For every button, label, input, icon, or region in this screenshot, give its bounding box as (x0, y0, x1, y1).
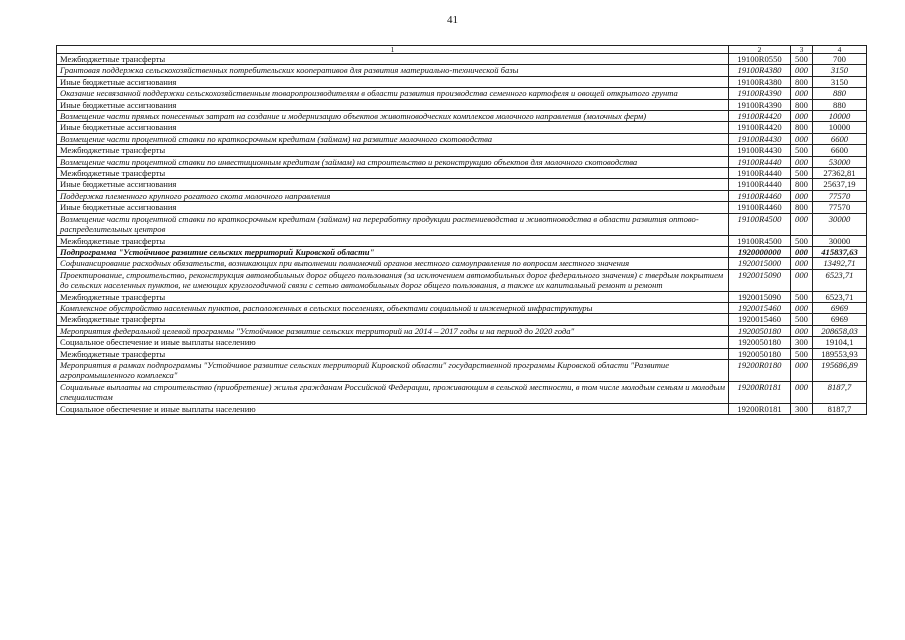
row-code-cell: 19100R4460 (729, 190, 791, 201)
row-code-cell: 19100R4440 (729, 156, 791, 167)
row-expense-type-cell: 000 (791, 190, 813, 201)
table-row (57, 359, 867, 381)
column-number-2: 2 (729, 46, 791, 54)
row-sum-cell: 19104,1 (813, 337, 867, 348)
row-expense-type-cell: 000 (791, 213, 813, 235)
row-code-cell: 19200R0181 (729, 381, 791, 403)
table-row (57, 337, 867, 348)
row-code-cell: 19100R0550 (729, 54, 791, 65)
row-name-cell: Возмещение части процентной ставки по инвестиционным кредитам (займам) на строительство и реконструкцию объектов для молочного скотоводства (57, 156, 729, 167)
row-code-cell: 19100R4440 (729, 179, 791, 190)
row-code-cell: 1920015090 (729, 291, 791, 302)
table-row (57, 213, 867, 235)
row-expense-type-cell: 500 (791, 314, 813, 325)
row-expense-type-cell: 000 (791, 88, 813, 99)
row-name-cell: Поддержка племенного крупного рогатого скота молочного направления (57, 190, 729, 201)
row-code-cell: 19100R4380 (729, 65, 791, 76)
row-code-cell: 1920050180 (729, 348, 791, 359)
row-name-cell: Иные бюджетные ассигнования (57, 76, 729, 87)
row-sum-cell: 30000 (813, 213, 867, 235)
row-name-cell: Межбюджетные трансферты (57, 54, 729, 65)
row-expense-type-cell: 800 (791, 179, 813, 190)
row-code-cell: 19100R4420 (729, 122, 791, 133)
row-name-cell: Возмещение части процентной ставки по краткосрочным кредитам (займам) на переработку продукции растениеводства и животноводства в области развития оптово-распределительных центров (57, 213, 729, 235)
row-code-cell: 19100R4430 (729, 145, 791, 156)
row-name-cell: Мероприятия в рамках подпрограммы "Устойчивое развитие сельских территорий Кировской области" государственной программы Кировской области "Развитие агропромышленного комплекса" (57, 359, 729, 381)
row-name-cell: Социальные выплаты на строительство (приобретение) жилья гражданам Российской Федерации, проживающим в сельской местности, в том числе молодым семьям и молодым специалистам (57, 381, 729, 403)
row-name-cell: Межбюджетные трансферты (57, 348, 729, 359)
row-name-cell: Межбюджетные трансферты (57, 168, 729, 179)
row-name-cell: Софинансирование расходных обязательств, возникающих при выполнении полномочий органов местного самоуправления по вопросам местного значения (57, 258, 729, 269)
row-code-cell: 1920015090 (729, 269, 791, 291)
table-row (57, 76, 867, 87)
row-expense-type-cell: 500 (791, 54, 813, 65)
row-name-cell: Межбюджетные трансферты (57, 314, 729, 325)
row-sum-cell: 6523,71 (813, 269, 867, 291)
row-code-cell: 1920000000 (729, 246, 791, 257)
table-row (57, 235, 867, 246)
row-sum-cell: 880 (813, 88, 867, 99)
row-sum-cell: 6523,71 (813, 291, 867, 302)
row-code-cell: 19100R4420 (729, 111, 791, 122)
row-sum-cell: 77570 (813, 190, 867, 201)
row-sum-cell: 700 (813, 54, 867, 65)
column-number-1: 1 (57, 46, 729, 54)
row-name-cell: Межбюджетные трансферты (57, 291, 729, 302)
table-row (57, 246, 867, 257)
row-code-cell: 19200R0180 (729, 359, 791, 381)
row-code-cell: 19100R4390 (729, 88, 791, 99)
row-name-cell: Подпрограмма "Устойчивое развитие сельских территорий Кировской области" (57, 246, 729, 257)
row-expense-type-cell: 800 (791, 99, 813, 110)
row-expense-type-cell: 000 (791, 381, 813, 403)
table-row (57, 179, 867, 190)
table-row (57, 258, 867, 269)
row-code-cell: 1920050180 (729, 325, 791, 336)
row-code-cell: 19100R4430 (729, 133, 791, 144)
row-code-cell: 19100R4500 (729, 235, 791, 246)
table-row (57, 65, 867, 76)
table-row (57, 190, 867, 201)
row-expense-type-cell: 300 (791, 337, 813, 348)
row-sum-cell: 13492,71 (813, 258, 867, 269)
row-sum-cell: 3150 (813, 65, 867, 76)
row-sum-cell: 189553,93 (813, 348, 867, 359)
table-row (57, 314, 867, 325)
row-expense-type-cell: 500 (791, 235, 813, 246)
row-expense-type-cell: 000 (791, 359, 813, 381)
table-row (57, 156, 867, 167)
row-sum-cell: 415837,63 (813, 246, 867, 257)
row-code-cell: 19100R4460 (729, 202, 791, 213)
row-name-cell: Иные бюджетные ассигнования (57, 99, 729, 110)
row-name-cell: Социальное обеспечение и иные выплаты населению (57, 337, 729, 348)
row-sum-cell: 53000 (813, 156, 867, 167)
row-code-cell: 19200R0181 (729, 403, 791, 414)
row-code-cell: 19100R4500 (729, 213, 791, 235)
table-row (57, 122, 867, 133)
row-name-cell: Иные бюджетные ассигнования (57, 179, 729, 190)
row-sum-cell: 8187,7 (813, 381, 867, 403)
column-number-3: 3 (791, 46, 813, 54)
row-expense-type-cell: 000 (791, 133, 813, 144)
table-row (57, 269, 867, 291)
column-number-4: 4 (813, 46, 867, 54)
row-name-cell: Грантовая поддержка сельскохозяйственных потребительских кооперативов для развития материально-технической базы (57, 65, 729, 76)
row-sum-cell: 6600 (813, 145, 867, 156)
row-expense-type-cell: 500 (791, 291, 813, 302)
row-name-cell: Иные бюджетные ассигнования (57, 202, 729, 213)
row-expense-type-cell: 800 (791, 122, 813, 133)
table-row (57, 168, 867, 179)
row-sum-cell: 77570 (813, 202, 867, 213)
row-sum-cell: 27362,81 (813, 168, 867, 179)
table-row (57, 202, 867, 213)
table-row (57, 88, 867, 99)
row-sum-cell: 880 (813, 99, 867, 110)
row-sum-cell: 6600 (813, 133, 867, 144)
row-name-cell: Социальное обеспечение и иные выплаты населению (57, 403, 729, 414)
table-row (57, 291, 867, 302)
row-expense-type-cell: 000 (791, 258, 813, 269)
row-expense-type-cell: 000 (791, 111, 813, 122)
table-row (57, 54, 867, 65)
row-code-cell: 1920015460 (729, 314, 791, 325)
row-expense-type-cell: 000 (791, 156, 813, 167)
table-row (57, 325, 867, 336)
row-sum-cell: 6969 (813, 302, 867, 313)
table-row (57, 133, 867, 144)
row-code-cell: 19100R4440 (729, 168, 791, 179)
row-sum-cell: 208658,03 (813, 325, 867, 336)
row-expense-type-cell: 500 (791, 168, 813, 179)
row-sum-cell: 30000 (813, 235, 867, 246)
row-name-cell: Иные бюджетные ассигнования (57, 122, 729, 133)
row-sum-cell: 10000 (813, 122, 867, 133)
row-sum-cell: 3150 (813, 76, 867, 87)
row-code-cell: 1920050180 (729, 337, 791, 348)
row-expense-type-cell: 500 (791, 348, 813, 359)
row-expense-type-cell: 800 (791, 202, 813, 213)
row-name-cell: Проектирование, строительство, реконструкция автомобильных дорог общего пользования (за исключением автомобильных дорог федерального значения) с твердым покрытием до сельских населенных пунктов, не имеющих круглогодичной связи с сетью автомобильных дорог общего пользования, а также их капитальный ремонт и ремонт (57, 269, 729, 291)
row-sum-cell: 195686,89 (813, 359, 867, 381)
row-sum-cell: 10000 (813, 111, 867, 122)
row-name-cell: Межбюджетные трансферты (57, 235, 729, 246)
row-name-cell: Оказание несвязанной поддержки сельскохозяйственным товаропроизводителям в области развития производства семенного картофеля и овощей открытого грунта (57, 88, 729, 99)
row-code-cell: 19100R4380 (729, 76, 791, 87)
row-name-cell: Мероприятия федеральной целевой программы "Устойчивое развитие сельских территорий на 2014 – 2017 годы и на период до 2020 года" (57, 325, 729, 336)
row-expense-type-cell: 300 (791, 403, 813, 414)
row-expense-type-cell: 000 (791, 302, 813, 313)
row-name-cell: Комплексное обустройство населенных пунктов, расположенных в сельских поселениях, объектами социальной и инженерной инфраструктуры (57, 302, 729, 313)
table-row (57, 403, 867, 414)
table-row (57, 145, 867, 156)
row-sum-cell: 8187,7 (813, 403, 867, 414)
row-code-cell: 1920015460 (729, 302, 791, 313)
row-name-cell: Возмещение части процентной ставки по краткосрочным кредитам (займам) на развитие молочного скотоводства (57, 133, 729, 144)
row-name-cell: Межбюджетные трансферты (57, 145, 729, 156)
row-expense-type-cell: 800 (791, 76, 813, 87)
page-number: 41 (447, 14, 458, 26)
table-row (57, 381, 867, 403)
row-expense-type-cell: 000 (791, 325, 813, 336)
row-code-cell: 1920015000 (729, 258, 791, 269)
row-code-cell: 19100R4390 (729, 99, 791, 110)
row-expense-type-cell: 000 (791, 65, 813, 76)
row-expense-type-cell: 500 (791, 145, 813, 156)
row-expense-type-cell: 000 (791, 246, 813, 257)
row-sum-cell: 6969 (813, 314, 867, 325)
table-row (57, 302, 867, 313)
table-row (57, 99, 867, 110)
row-expense-type-cell: 000 (791, 269, 813, 291)
budget-table (56, 45, 867, 415)
row-name-cell: Возмещение части прямых понесенных затрат на создание и модернизацию объектов животноводческих комплексов молочного направления (молочных ферм) (57, 111, 729, 122)
row-sum-cell: 25637,19 (813, 179, 867, 190)
table-header-row (57, 46, 867, 54)
table-row (57, 111, 867, 122)
table-row (57, 348, 867, 359)
